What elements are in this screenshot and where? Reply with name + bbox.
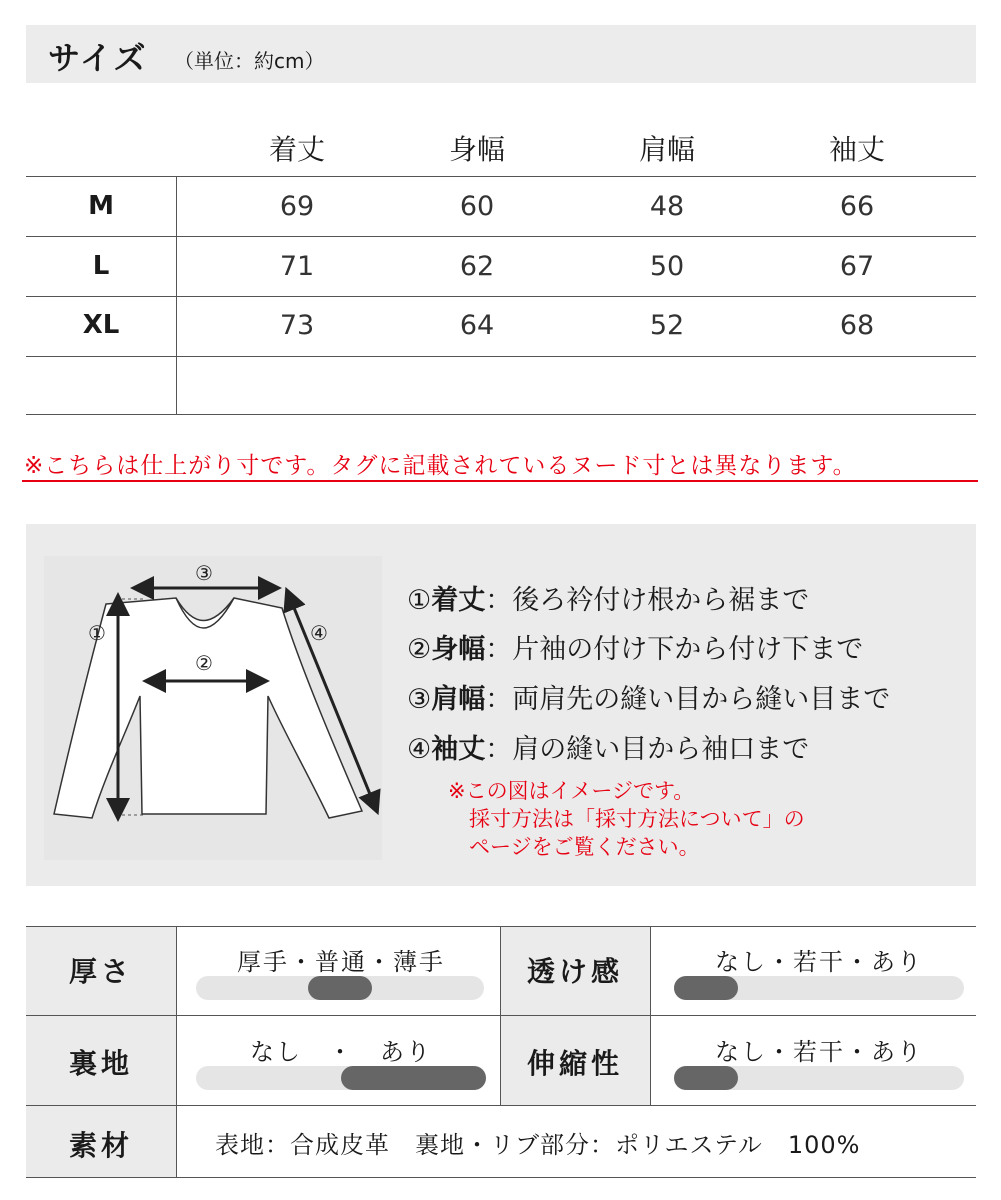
legend-term: 身幅 — [431, 634, 486, 665]
spec-column-divider — [176, 926, 177, 1177]
legend-item — [407, 727, 809, 766]
marker-2: ② — [195, 651, 213, 675]
spec-column-divider — [650, 926, 651, 1105]
sheer-label: 透け感 — [526, 955, 623, 988]
legend-description: ：両肩先の縫い目から縫い目まで — [485, 684, 891, 715]
marker-3: ③ — [195, 561, 213, 585]
table-divider — [26, 296, 976, 297]
row-size-label: M — [88, 191, 114, 221]
thickness-indicator — [308, 976, 372, 1000]
table-cell: 52 — [649, 310, 685, 341]
notice-underline — [22, 480, 978, 482]
table-divider — [26, 236, 976, 237]
column-header-sleeve: 袖丈 — [828, 133, 885, 166]
table-cell: 62 — [459, 251, 495, 282]
legend-description: ：片袖の付け下から付け下まで — [485, 634, 864, 665]
stretch-track — [674, 1066, 964, 1090]
page-title: サイズ — [48, 39, 148, 77]
marker-1: ① — [88, 621, 106, 645]
legend-number: ① — [407, 585, 432, 616]
legend-description: ：後ろ衿付け根から裾まで — [485, 585, 810, 616]
material-value: 表地：合成皮革 裏地・リブ部分：ポリエステル 100% — [215, 1131, 861, 1159]
unit-label: （単位：約cm） — [174, 49, 325, 73]
table-cell: 60 — [459, 191, 495, 222]
legend-number: ③ — [407, 684, 432, 715]
legend-number: ④ — [407, 734, 432, 765]
table-divider — [26, 356, 976, 357]
legend-item — [407, 578, 809, 617]
material-label: 素材 — [68, 1129, 133, 1162]
legend-description: ：肩の縫い目から袖口まで — [485, 734, 810, 765]
marker-4: ④ — [310, 621, 328, 645]
diagram-note-line: ページをご覧ください。 — [448, 835, 700, 859]
column-header-shoulder: 肩幅 — [638, 133, 695, 166]
table-divider — [26, 414, 976, 415]
stretch-label: 伸縮性 — [526, 1047, 623, 1080]
table-cell: 67 — [839, 251, 875, 282]
table-cell: 66 — [839, 191, 875, 222]
lining-track — [196, 1066, 486, 1090]
table-divider — [26, 176, 976, 177]
thickness-track — [196, 976, 484, 1000]
sheer-scale: なし・若干・あり — [715, 948, 923, 976]
finished-size-notice: ※こちらは仕上がり寸です。タグに記載されているヌード寸とは異なります。 — [24, 453, 857, 479]
stretch-scale: なし・若干・あり — [715, 1038, 923, 1066]
lining-scale: なし ・ あり — [250, 1038, 432, 1066]
table-cell: 71 — [279, 251, 315, 282]
legend-term: 着丈 — [431, 585, 486, 616]
garment-illustration — [44, 556, 382, 860]
legend-term: 袖丈 — [431, 734, 486, 765]
table-cell: 64 — [459, 310, 495, 341]
spec-divider — [26, 1105, 976, 1106]
table-cell: 73 — [279, 310, 315, 341]
header-bar — [26, 25, 976, 83]
diagram-note-line: 採寸方法は「採寸方法について」の — [448, 807, 805, 831]
thickness-scale: 厚手・普通・薄手 — [237, 948, 445, 976]
spec-divider — [26, 926, 976, 927]
diagram-note-line: ※この図はイメージです。 — [448, 779, 695, 803]
row-size-label: XL — [82, 310, 120, 340]
legend-term: 肩幅 — [431, 684, 486, 715]
garment-illustration-panel — [44, 556, 382, 860]
legend-item — [407, 627, 863, 666]
table-column-divider — [176, 176, 177, 414]
spec-divider — [26, 1177, 976, 1178]
table-cell: 50 — [649, 251, 685, 282]
sheer-track — [674, 976, 964, 1000]
table-cell: 69 — [279, 191, 315, 222]
column-header-width: 身幅 — [448, 133, 505, 166]
stretch-indicator — [674, 1066, 738, 1090]
lining-indicator — [341, 1066, 486, 1090]
column-header-length: 着丈 — [268, 133, 325, 166]
lining-label: 裏地 — [68, 1047, 133, 1080]
row-size-label: L — [92, 251, 110, 281]
table-cell: 68 — [839, 310, 875, 341]
legend-item — [407, 677, 890, 716]
legend-number: ② — [407, 634, 432, 665]
spec-divider — [26, 1015, 976, 1016]
table-cell: 48 — [649, 191, 685, 222]
sheer-indicator — [674, 976, 738, 1000]
thickness-label: 厚さ — [68, 955, 133, 988]
